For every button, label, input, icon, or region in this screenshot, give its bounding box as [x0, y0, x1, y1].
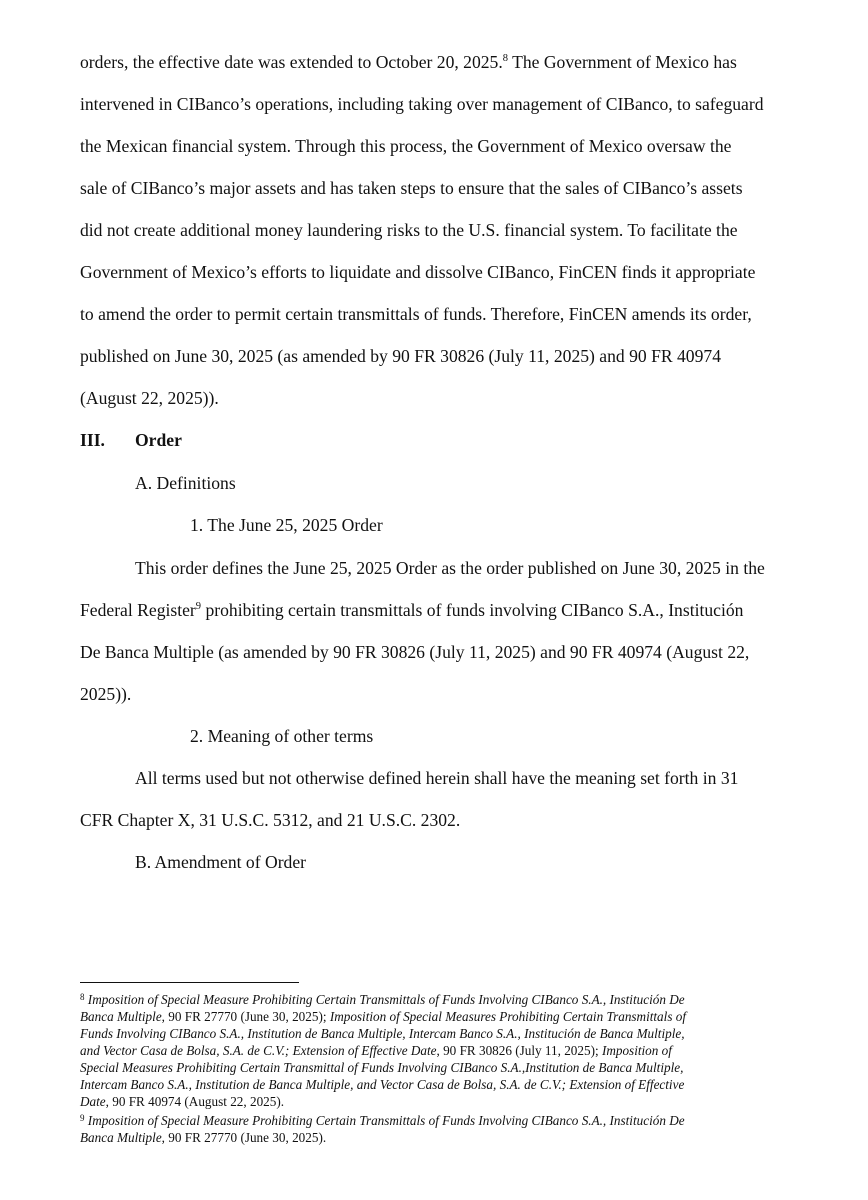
footnote-ref-8[interactable]: 8 — [502, 53, 508, 64]
paragraph-2-line-3: De Banca Multiple (as amended by 90 FR 30826 (July 11, 2025) and 90 FR 40974 (August 22, — [80, 642, 750, 662]
paragraph-1-line-8: published on June 30, 2025 (as amended by 90 FR 30826 (July 11, 2025) and 90 FR 40974 — [80, 346, 721, 366]
paragraph-1-line-2: intervened in CIBanco’s operations, including taking over management of CIBanco, to safeguard — [80, 94, 764, 114]
footnote-8-line-5: Special Measures Prohibiting Certain Transmittal of Funds Involving CIBanco S.A.,Institution de Banca Multiple, — [80, 1060, 684, 1075]
paragraph-3-line-1: All terms used but not otherwise defined herein shall have the meaning set forth in 31 — [135, 768, 739, 788]
subsection-b-heading: B. Amendment of Order — [135, 852, 307, 872]
paragraph-1-line-1: orders, the effective date was extended to October 20, 2025.$^8$ The Government of Mexico has — [80, 52, 737, 72]
paragraph-2-line-4: 2025)). — [80, 684, 132, 704]
footnote-ref-9[interactable]: 9 — [195, 601, 202, 612]
paragraph-1-line-3: the Mexican financial system. Through this process, the Government of Mexico oversaw the — [80, 136, 732, 156]
footnote-8-line-6: Intercam Banco S.A., Institution de Banca Multiple, and Vector Casa de Bolsa, S.A. de C.V.; Extension of Effective — [80, 1077, 685, 1092]
footnote-9-line-1: $^9$ Imposition of Special Measure Prohibiting Certain Transmittals of Funds Involving CIBanco S.A., Institución De — [80, 1113, 685, 1128]
footnote-8-line-3: Funds Involving CIBanco S.A., Institution de Banca Multiple, Intercam Banco S.A., Institución de Banca Multiple, — [80, 1026, 685, 1041]
subsection-a-heading: A. Definitions — [135, 473, 236, 493]
footnote-8-line-1: $^8$ Imposition of Special Measure Prohibiting Certain Transmittals of Funds Involving CIBanco S.A., Institución De — [80, 992, 685, 1007]
paragraph-3-line-2: CFR Chapter X, 31 U.S.C. 5312, and 21 U.S.C. 2302. — [80, 810, 461, 830]
paragraph-2-line-2: Federal Register$^9$ prohibiting certain transmittals of funds involving CIBanco S.A., Institución — [80, 600, 744, 620]
footnote-8-marker: 8 — [80, 992, 85, 1002]
paragraph-1-line-6: Government of Mexico’s efforts to liquidate and dissolve CIBanco, FinCEN finds it appropriate — [80, 262, 756, 282]
footnote-9-line-2: Banca Multiple, 90 FR 27770 (June 30, 2025). — [80, 1130, 327, 1145]
section-title: Order — [135, 430, 182, 450]
section-number: III. — [80, 430, 105, 450]
footnote-8-line-7: Date, 90 FR 40974 (August 22, 2025). — [80, 1094, 285, 1109]
footnote-divider — [80, 982, 299, 983]
paragraph-1-line-5: did not create additional money laundering risks to the U.S. financial system. To facilitate the — [80, 220, 738, 240]
item-1-heading: 1. The June 25, 2025 Order — [190, 515, 383, 535]
paragraph-2-line-1: This order defines the June 25, 2025 Order as the order published on June 30, 2025 in the — [135, 558, 765, 578]
paragraph-1-line-7: to amend the order to permit certain transmittals of funds. Therefore, FinCEN amends its order, — [80, 304, 752, 324]
item-2-heading: 2. Meaning of other terms — [190, 726, 374, 746]
footnote-8-line-2: Banca Multiple, 90 FR 27770 (June 30, 2025); Imposition of Special Measures Prohibiting Certain Transmittals of — [80, 1009, 687, 1024]
footnote-8-line-4: and Vector Casa de Bolsa, S.A. de C.V.; Extension of Effective Date, 90 FR 30826 (July 11, 2025); Imposition of — [80, 1043, 672, 1058]
footnote-9-marker: 9 — [80, 1113, 85, 1123]
paragraph-1-line-9: (August 22, 2025)). — [80, 388, 219, 408]
paragraph-1-line-4: sale of CIBanco’s major assets and has taken steps to ensure that the sales of CIBanco’s assets — [80, 178, 743, 198]
